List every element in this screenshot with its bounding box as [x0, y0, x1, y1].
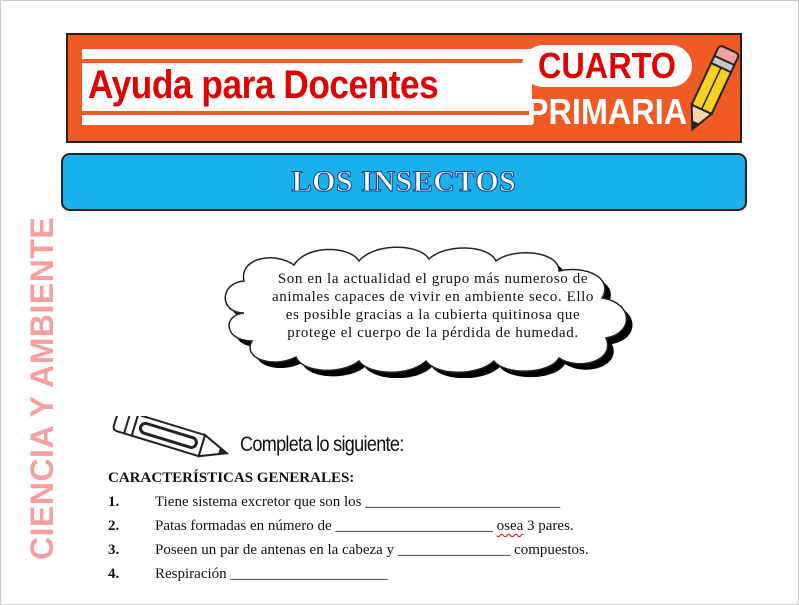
- cloud-line: protege el cuerpo de la pérdida de humedad.: [287, 325, 579, 341]
- topic-title: LOS INSECTOS: [291, 165, 517, 198]
- list-item: [108, 518, 574, 535]
- item-number: 4.: [108, 566, 120, 582]
- instruction-text: Completa lo siguiente:: [240, 433, 404, 456]
- cloud-line: Son en la actualidad el grupo más numeroso de: [277, 271, 589, 287]
- grade-badge: [512, 39, 700, 137]
- answer-blank[interactable]: _______________: [397, 542, 511, 558]
- banner-title: Ayuda para Docentes: [88, 63, 439, 107]
- list-item: [108, 494, 560, 511]
- answer-blank[interactable]: _____________________: [230, 566, 388, 582]
- item-text: Tiene sistema excretor que son los: [155, 494, 366, 510]
- cloud-line: es posible gracias a la cubierta quitinosa que: [285, 307, 581, 323]
- header-banner: [66, 33, 742, 143]
- item-text-after: compuestos.: [510, 542, 589, 558]
- section-title: CARACTERÍSTICAS GENERALES:: [108, 470, 355, 486]
- list-item: [108, 542, 589, 559]
- grade-line1: CUARTO: [537, 45, 677, 86]
- spellcheck-word: osea: [496, 518, 524, 534]
- item-text: Poseen un par de antenas en la cabeza y: [155, 542, 398, 558]
- banner-title-box: [82, 49, 532, 125]
- grade-line2: PRIMARIA: [526, 91, 688, 132]
- item-text: Patas formadas en número de: [155, 518, 336, 534]
- pencil-icon: [108, 416, 238, 466]
- cloud-text: [258, 270, 608, 342]
- list-item: [108, 566, 388, 583]
- answer-blank[interactable]: _____________________: [335, 518, 493, 534]
- cloud-line: animales capaces de vivir en ambiente seco. Ello: [271, 289, 594, 305]
- item-text: Respiración: [155, 566, 231, 582]
- item-number: 1.: [108, 494, 120, 510]
- topic-title-bar: [61, 153, 747, 211]
- item-number: 2.: [108, 518, 120, 534]
- answer-blank[interactable]: __________________________: [365, 494, 561, 510]
- item-number: 3.: [108, 542, 120, 558]
- grade-top-pill: [522, 45, 692, 87]
- pencil-icon: [680, 37, 740, 141]
- banner-stripe: [82, 111, 532, 115]
- side-subject-label: CIENCIA Y AMBIENTE: [24, 216, 60, 560]
- item-text-after: 3 pares.: [523, 518, 574, 534]
